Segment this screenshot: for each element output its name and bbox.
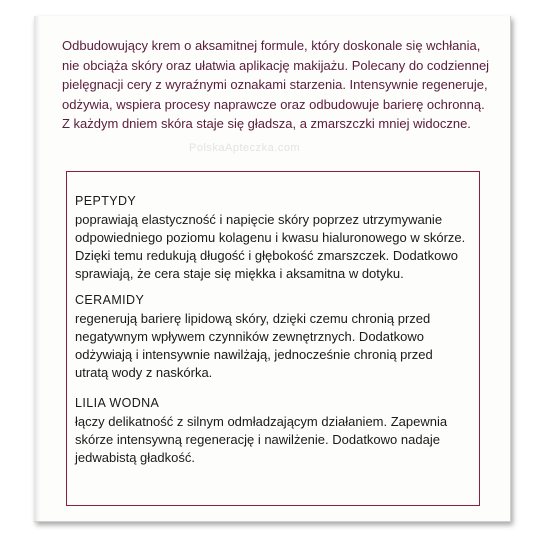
ingredient-heading: PEPTYDY <box>75 194 137 208</box>
description-line: utratą wody z naskórka. <box>75 365 213 380</box>
watermark: PolskaApteczka.com <box>189 142 301 154</box>
description-line: jedwabistą gładkość. <box>75 450 195 465</box>
description-line: odżywiają i intensywnie nawilżają, jednocześnie chronią przed <box>75 347 433 362</box>
ingredient-description <box>75 413 475 467</box>
ingredient-ceramidy <box>75 293 475 382</box>
description-line: sprawiają, że cera staje się miękka i aksamitna w dotyku. <box>75 266 404 281</box>
ingredient-peptydy <box>75 194 475 283</box>
intro-paragraph <box>62 36 502 134</box>
description-line: regenerują barierę lipidową skóry, dzięki czemu chronią przed <box>75 311 431 326</box>
ingredients-box <box>66 171 480 506</box>
intro-line: nie obciąża skóry oraz ułatwia aplikację makijażu. Polecany do codziennej <box>62 57 490 73</box>
description-line: łączy delikatność z silnym odmładzającym działaniem. Zapewnia <box>75 414 448 429</box>
description-line: poprawiają elastyczność i napięcie skóry poprzez utrzymywanie <box>75 212 443 227</box>
intro-line: Odbudowujący krem o aksamitnej formule, który doskonale się wchłania, <box>62 38 481 53</box>
product-leaflet <box>34 16 511 522</box>
intro-line: pielęgnacji cery z wyraźnymi oznakami starzenia. Intensywnie regeneruje, <box>62 77 488 92</box>
ingredient-description <box>75 310 475 382</box>
ingredient-heading: LILIA WODNA <box>75 396 160 410</box>
description-line: odpowiedniego poziomu kolagenu i kwasu hialuronowego w skórze. <box>75 230 466 245</box>
intro-line: Z każdym dniem skóra staje się gładsza, a zmarszczki mniej widoczne. <box>62 116 471 131</box>
ingredient-description <box>75 211 475 283</box>
description-line: Dzięki temu redukują długość i głębokość zmarszczek. Dodatkowo <box>75 248 458 263</box>
description-line: skórze intensywną regenerację i nawilżenie. Dodatkowo nadaje <box>75 432 440 447</box>
ingredient-lilia-wodna <box>75 396 475 467</box>
description-line: negatywnym wpływem czynników zewnętrznych. Dodatkowo <box>75 329 424 344</box>
intro-line: odżywia, wspiera procesy naprawcze oraz odbudowuje barierę ochronną. <box>62 96 485 112</box>
ingredient-heading: CERAMIDY <box>75 293 145 307</box>
